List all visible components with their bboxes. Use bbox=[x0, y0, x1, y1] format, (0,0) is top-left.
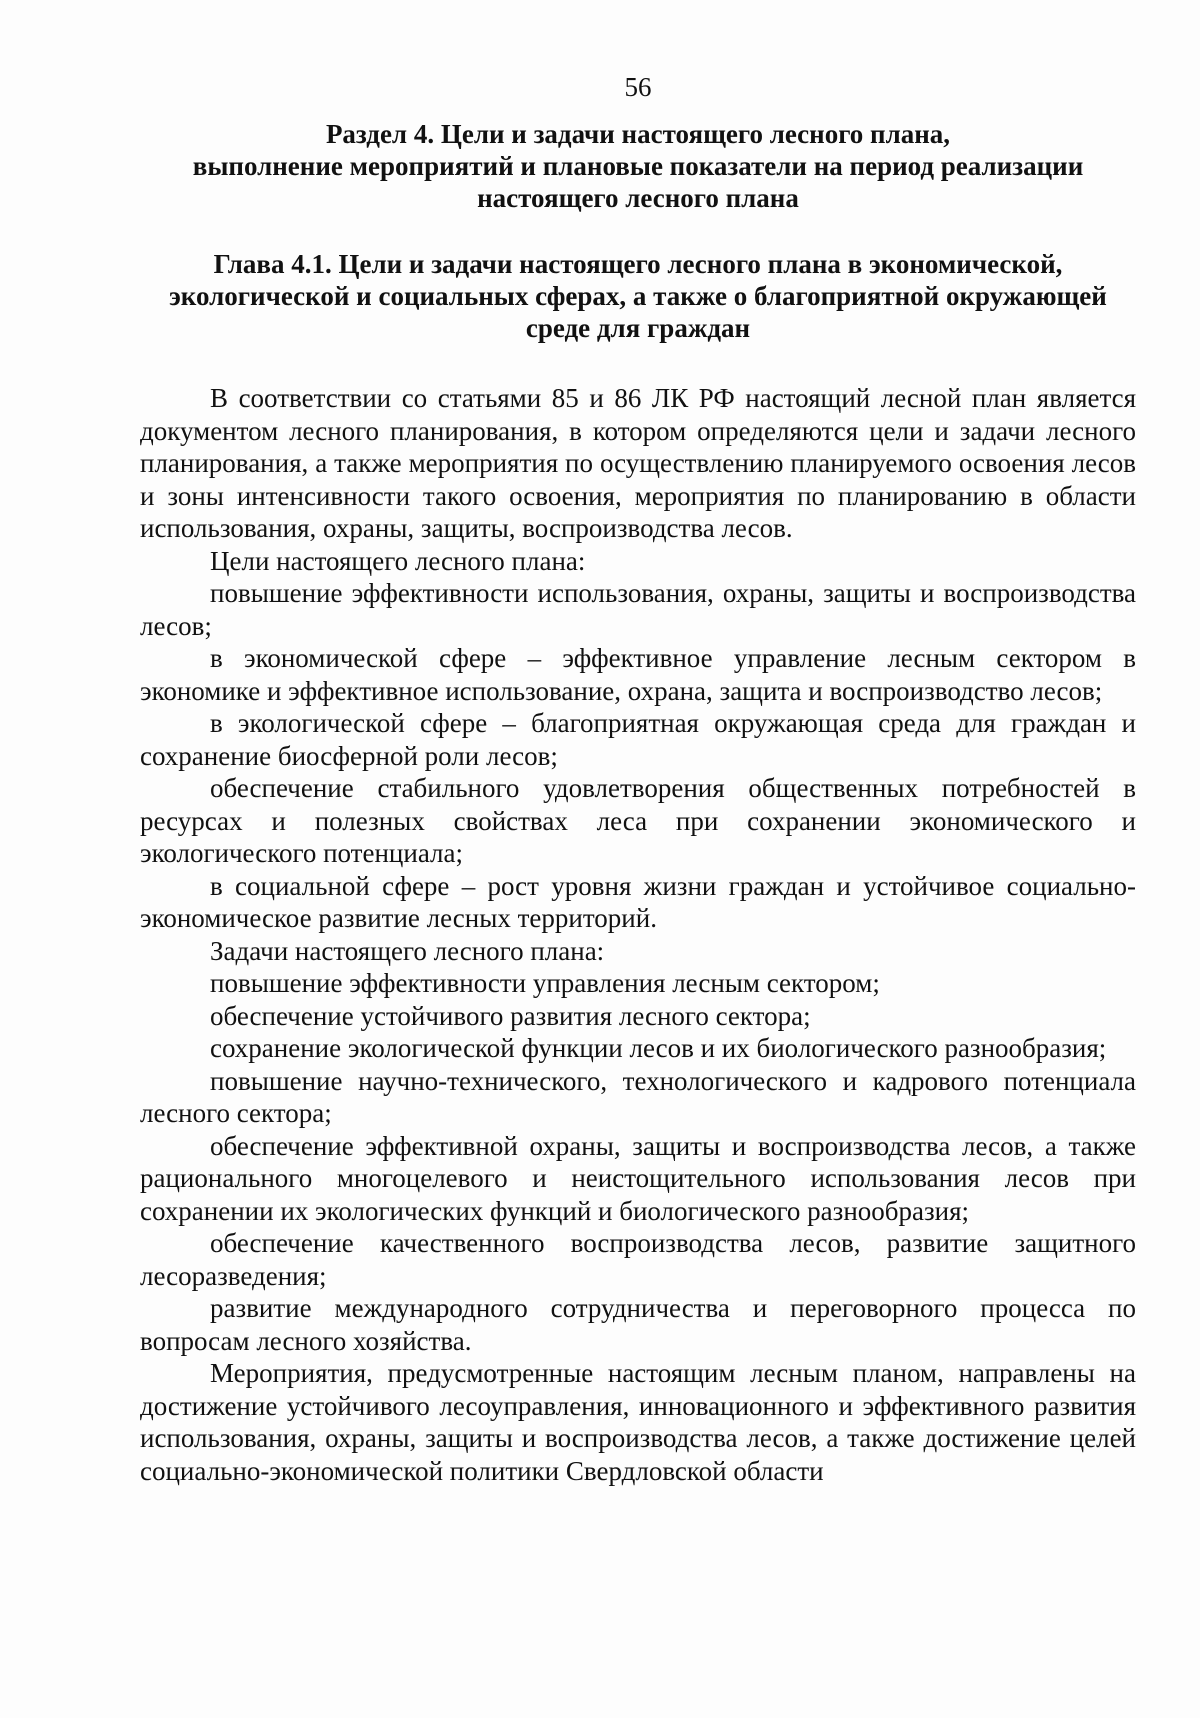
section-title-line: выполнение мероприятий и плановые показатели на период реализации bbox=[192, 151, 1084, 181]
goal-item: повышение эффективности использования, охраны, защиты и воспроизводства лесов; bbox=[140, 578, 1136, 641]
chapter-title-line: среде для граждан bbox=[525, 313, 751, 343]
task-item: развитие международного сотрудничества и переговорного процесса по вопросам лесного хозяйства. bbox=[140, 1293, 1136, 1356]
section-title-line: Раздел 4. Цели и задачи настоящего лесного плана, bbox=[325, 119, 951, 149]
tasks-heading: Задачи настоящего лесного плана: bbox=[210, 935, 605, 966]
chapter-title bbox=[140, 248, 1136, 344]
goal-item: обеспечение стабильного удовлетворения общественных потребностей в ресурсах и полезных свойствах леса при сохранении экономического и экологического потенциала; bbox=[140, 773, 1136, 868]
paragraph-intro: В соответствии со статьями 85 и 86 ЛК РФ настоящий лесной план является документом лесного планирования, в котором определяются цели и задачи лесного планирования, а также мероприятия по осуществлению планируемого освоения лесов и зоны интенсивности такого освоения, мероприятия по планированию в области использования, охраны, защиты, воспроизводства лесов. bbox=[140, 383, 1136, 543]
goal-item: в социальной сфере – рост уровня жизни граждан и устойчивое социально-экономическое развитие лесных территорий. bbox=[140, 870, 1136, 933]
goal-item: в экономической сфере – эффективное управление лесным сектором в экономике и эффективное использование, охрана, защита и воспроизводство лесов; bbox=[140, 643, 1136, 706]
page-number: 56 bbox=[624, 72, 652, 102]
chapter-title-line: Глава 4.1. Цели и задачи настоящего лесного плана в экономической, bbox=[213, 249, 1063, 279]
chapter-title-line: экологической и социальных сферах, а также о благоприятной окружающей bbox=[169, 281, 1107, 311]
task-item: обеспечение устойчивого развития лесного сектора; bbox=[210, 1000, 811, 1031]
task-item: обеспечение качественного воспроизводства лесов, развитие защитного лесоразведения; bbox=[140, 1228, 1136, 1291]
goals-heading: Цели настоящего лесного плана: bbox=[210, 545, 586, 576]
paragraph-measures: Мероприятия, предусмотренные настоящим лесным планом, направлены на достижение устойчивого лесоуправления, инновационного и эффективного развития использования, охраны, защиты и воспроизводства лесов, а также достижение целей социально-экономической политики Свердловской области bbox=[140, 1358, 1136, 1486]
task-item: повышение эффективности управления лесным сектором; bbox=[210, 968, 880, 998]
section-title bbox=[140, 118, 1136, 214]
body-text bbox=[140, 382, 1136, 1487]
task-item: повышение научно-технического, технологического и кадрового потенциала лесного сектора; bbox=[140, 1065, 1136, 1128]
task-item: обеспечение эффективной охраны, защиты и воспроизводства лесов, а также рационального многоцелевого и неистощительного использования лесов при сохранении их экологических функций и биологического разнообразия; bbox=[140, 1130, 1136, 1226]
goal-item: в экологической сфере – благоприятная окружающая среда для граждан и сохранение биосферной роли лесов; bbox=[140, 708, 1136, 771]
page-content bbox=[140, 70, 1136, 1487]
task-item: сохранение экологической функции лесов и их биологического разнообразия; bbox=[210, 1033, 1107, 1063]
section-title-line: настоящего лесного плана bbox=[477, 183, 799, 213]
